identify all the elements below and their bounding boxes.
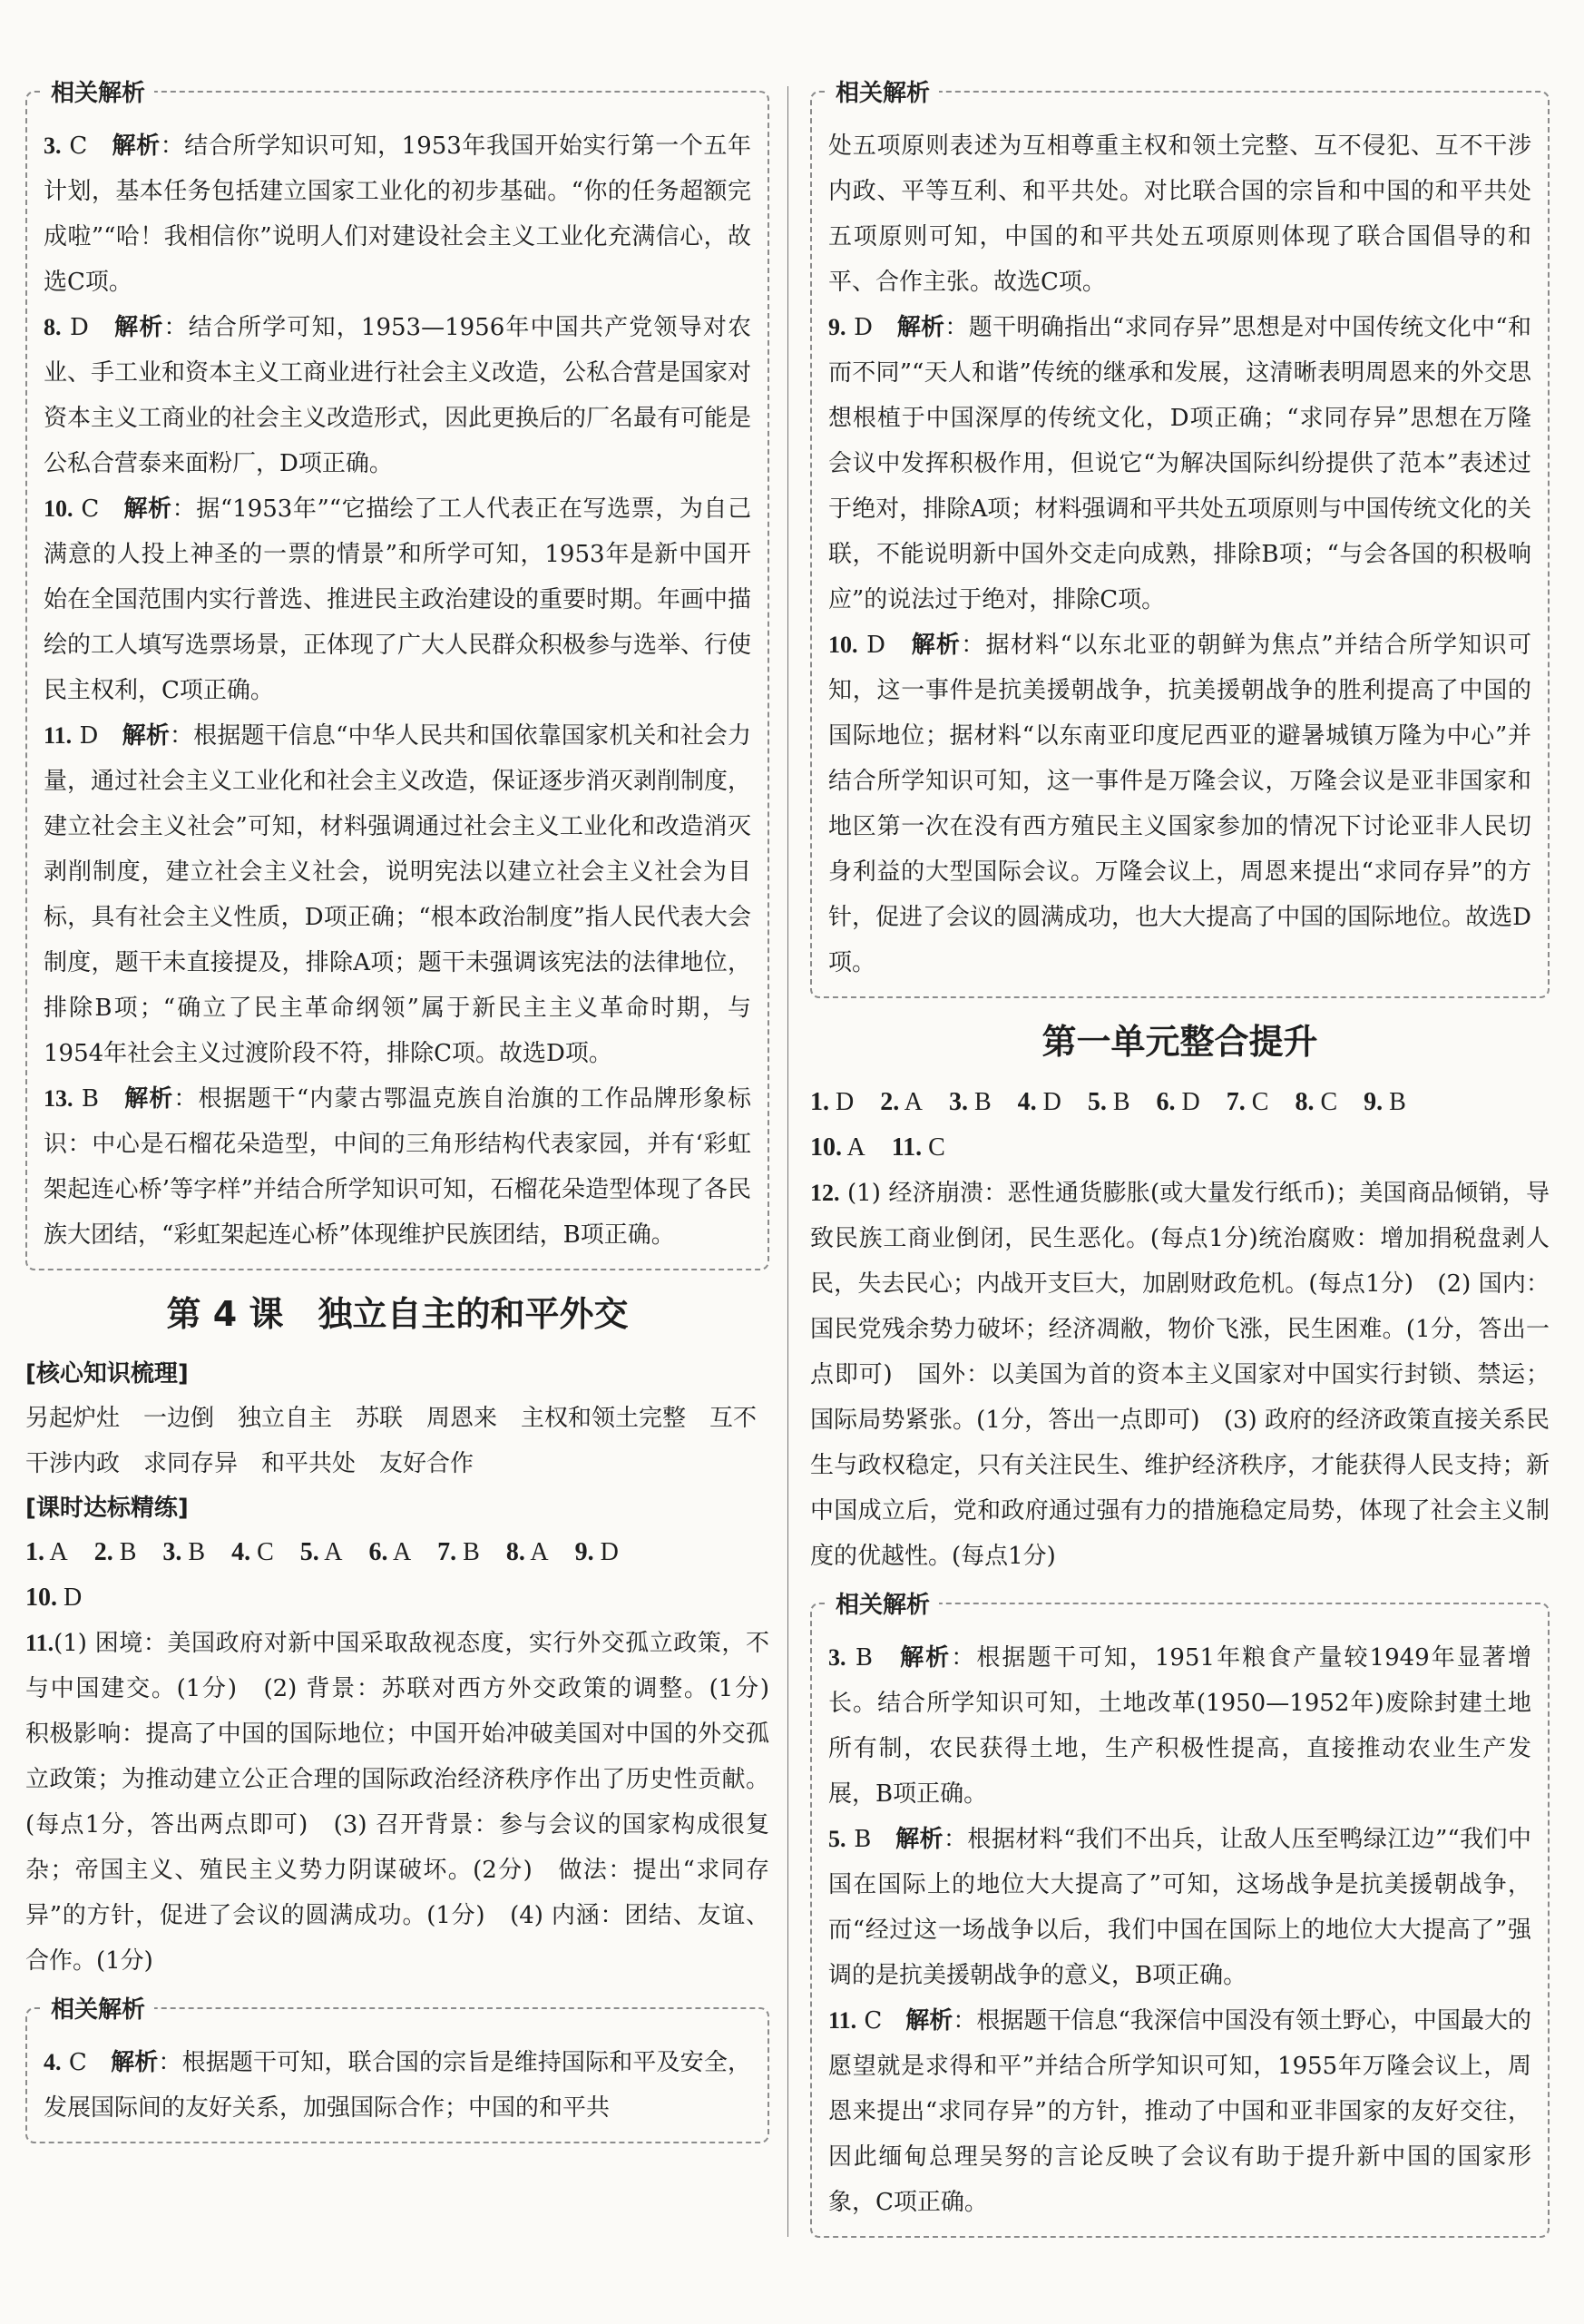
- box-label: 相关解析: [826, 74, 939, 108]
- analysis-item: 11. C 解析：根据题干信息“我深信中国没有领土野心，中国最大的愿望就是求得和平”并结合所学知识可知，1955年万隆会议上，周恩来提出“求同存异”的方针，推动了中国和亚非国家的友好交往，因此缅甸总理吴努的言论反映了会议有助于提升新中国的国家形象，C项正确。: [828, 2007, 1531, 2216]
- core-knowledge-label: [核心知识梳理]: [25, 1360, 189, 1388]
- unit-title: 第一单元整合提升: [1041, 1022, 1318, 1062]
- mc-answer: 6. A: [368, 1538, 412, 1566]
- lesson-title: 第 4 课 独立自主的和平外交: [166, 1294, 629, 1334]
- mc-answer: 9. B: [1364, 1088, 1406, 1116]
- mc-answer: 4. C: [231, 1538, 274, 1566]
- mc-answer: 3. B: [162, 1538, 206, 1566]
- analysis-item: 8. D 解析：结合所学可知，1953—1956年中国共产党领导对农业、手工业和资本主义工商业进行社会主义改造，公私合营是国家对资本主义工商业的社会主义改造形式，因此更换后的厂名最有可能是公私合营泰来面粉厂，D项正确。: [44, 314, 752, 477]
- analysis-continuation: 处五项原则表述为互相尊重主权和领土完整、互不侵犯、互不干涉内政、平等互利、和平共处。对比联合国的宗旨和中国的和平共处五项原则可知，中国的和平共处五项原则体现了联合国倡导的和平、合作主张。故选C项。: [828, 132, 1531, 296]
- mc-answer: 7. B: [437, 1538, 480, 1566]
- mc-answer: 2. A: [880, 1088, 923, 1116]
- mc-answer: 8. A: [505, 1538, 549, 1566]
- analysis-box: [810, 1592, 1550, 2238]
- analysis-box: [810, 80, 1550, 998]
- analysis-item: 3. B 解析：根据题干可知，1951年粮食产量较1949年显著增长。结合所学知识可知，土地改革(1950—1952年)废除封建土地所有制，农民获得土地，生产积极性提高，直接推动农业生产发展，B项正确。: [828, 1644, 1531, 1808]
- mc-answer: 5. B: [1087, 1088, 1130, 1116]
- right-column: [810, 80, 1550, 2250]
- mc-answer: 6. D: [1156, 1088, 1200, 1116]
- analysis-item: 13. B 解析：根据题干“内蒙古鄂温克族自治旗的工作品牌形象标识：中心是石榴花朵造型，中间的三角形结构代表家园，并有‘彩虹架起连心桥’等字样”并结合所学知识可知，石榴花朵造型体现了各民族大团结，“彩虹架起连心桥”体现维护民族团结，B项正确。: [44, 1085, 751, 1249]
- mc-answer: 2. B: [93, 1538, 137, 1566]
- analysis-box: [25, 80, 769, 1270]
- mc-answer: 1. D: [810, 1088, 855, 1116]
- left-column: [25, 80, 794, 2156]
- mc-answer-list: [810, 1080, 1550, 1171]
- mc-answer: 4. D: [1017, 1088, 1061, 1116]
- box-label: 相关解析: [42, 1991, 154, 2025]
- analysis-item: 11. D 解析：根据题干信息“中华人民共和国依靠国家机关和社会力量，通过社会主义工业化和社会主义改造，保证逐步消灭剥削制度，建立社会主义社会”可知，材料强调通过社会主义工业化和改造消灭剥削制度，建立社会主义社会，说明宪法以建立社会主义社会为目标，具有社会主义性质，D项正确；“根本政治制度”指人民代表大会制度，题干未直接提及，排除A项；题干未强调该宪法的法律地位，排除B项；“确立了民主革命纲领”属于新民主主义革命时期，与1954年社会主义过渡阶段不符，排除C项。故选D项。: [44, 722, 752, 1067]
- mc-answer: 11. C: [891, 1133, 945, 1162]
- column-divider: [787, 86, 788, 2237]
- mc-answer-list: [25, 1530, 769, 1621]
- analysis-item: 4. C 解析：根据题干可知，联合国的宗旨是维持国际和平及安全，发展国际间的友好关系，加强国际合作；中国的和平共: [44, 2049, 751, 2122]
- mc-answer: 8. C: [1295, 1088, 1338, 1116]
- core-terms: 另起炉灶 一边倒 独立自主 苏联 周恩来 主权和领土完整 互不干涉内政 求同存异 和平共处 友好合作: [25, 1405, 758, 1477]
- analysis-item: 10. D 解析：据材料“以东北亚的朝鲜为焦点”并结合所学知识可知，这一事件是抗美援朝战争，抗美援朝战争的胜利提高了中国的国际地位；据材料“以东南亚印度尼西亚的避暑城镇万隆为中心”并结合所学知识可知，这一事件是万隆会议，万隆会议是亚非国家和地区第一次在没有西方殖民主义国家参加的情况下讨论亚非人民切身利益的大型国际会议。万隆会议上，周恩来提出“求同存异”的方针，促进了会议的圆满成功，也大大提高了中国的国际地位。故选D项。: [828, 632, 1531, 976]
- mc-answer: 10. A: [810, 1133, 865, 1162]
- question-11-answer: 11.(1) 困境：美国政府对新中国采取敌视态度，实行外交孤立政策，不与中国建交。(1分) (2) 背景：苏联对西方外交政策的调整。(1分) 积极影响：提高了中国的国际地位；中国开始冲破美国对中国的外交孤立政策；为推动建立公正合理的国际政治经济秩序作出了历史性贡献。(每点1分，答出两点即可) (3) 召开背景：参与会议的国家构成很复杂；帝国主义、殖民主义势力阴谋破坏。(2分) 做法：提出“求同存异”的方针，促进了会议的圆满成功。(1分) (4) 内涵：团结、友谊、合作。(1分): [25, 1630, 794, 1975]
- mc-answer: 1. A: [25, 1538, 68, 1566]
- analysis-item: 9. D 解析：题干明确指出“求同存异”思想是对中国传统文化中“和而不同”“天人和谐”传统的继承和发展，这清晰表明周恩来的外交思想根植于中国深厚的传统文化，D项正确；“求同存异”思想在万隆会议中发挥积极作用，但说它“为解决国际纠纷提供了范本”表述过于绝对，排除A项；材料强调和平共处五项原则与中国传统文化的关联，不能说明新中国外交走向成熟，排除B项；“与会各国的积极响应”的说法过于绝对，排除C项。: [828, 314, 1531, 613]
- question-12-answer: 12. (1) 经济崩溃：恶性通货膨胀(或大量发行纸币)；美国商品倾销，导致民族工商业倒闭，民生恶化。(每点1分)统治腐败：增加捐税盘剥人民，失去民心；内战开支巨大，加剧财政危机。(每点1分) (2) 国内：国民党残余势力破坏；经济凋敝，物价飞涨，民生困难。(1分，答出一点即可) 国外：以美国为首的资本主义国家对中国实行封锁、禁运；国际局势紧张。(1分，答出一点即可) (3) 政府的经济政策直接关系民生与政权稳定，只有关注民生、维护经济秩序，才能获得人民支持；新中国成立后，党和政府通过强有力的措施稳定局势，体现了社会主义制度的优越性。(每点1分): [810, 1180, 1550, 1570]
- mc-answer: 3. B: [948, 1088, 992, 1116]
- box-label: 相关解析: [826, 1586, 939, 1620]
- analysis-item: 10. C 解析：据“1953年”“它描绘了工人代表正在写选票，为自己满意的人投上神圣的一票的情景”和所学可知，1953年是新中国开始在全国范围内实行普选、推进民主政治建设的重要时期。年画中描绘的工人填写选票场景，正体现了广大人民群众积极参与选举、行使民主权利，C项正确。: [44, 495, 752, 704]
- practice-label: [课时达标精练]: [25, 1495, 189, 1522]
- analysis-box: [25, 1996, 769, 2143]
- mc-answer: 9. D: [574, 1538, 619, 1566]
- box-label: 相关解析: [42, 74, 154, 108]
- analysis-item: 3. C 解析：结合所学知识可知，1953年我国开始实行第一个五年计划，基本任务包括建立国家工业化的初步基础。“你的任务超额完成啦”“哈！我相信你”说明人们对建设社会主义工业化充满信心，故选C项。: [44, 132, 751, 296]
- mc-answer: 10. D: [25, 1584, 83, 1612]
- analysis-item: 5. B 解析：根据材料“我们不出兵，让敌人压至鸭绿江边”“我们中国在国际上的地位大大提高了”可知，这场战争是抗美援朝战争，而“经过这一场战争以后，我们中国在国际上的地位大大提高了”强调的是抗美援朝战争的意义，B项正确。: [828, 1826, 1531, 1989]
- mc-answer: 7. C: [1226, 1088, 1269, 1116]
- mc-answer: 5. A: [299, 1538, 343, 1566]
